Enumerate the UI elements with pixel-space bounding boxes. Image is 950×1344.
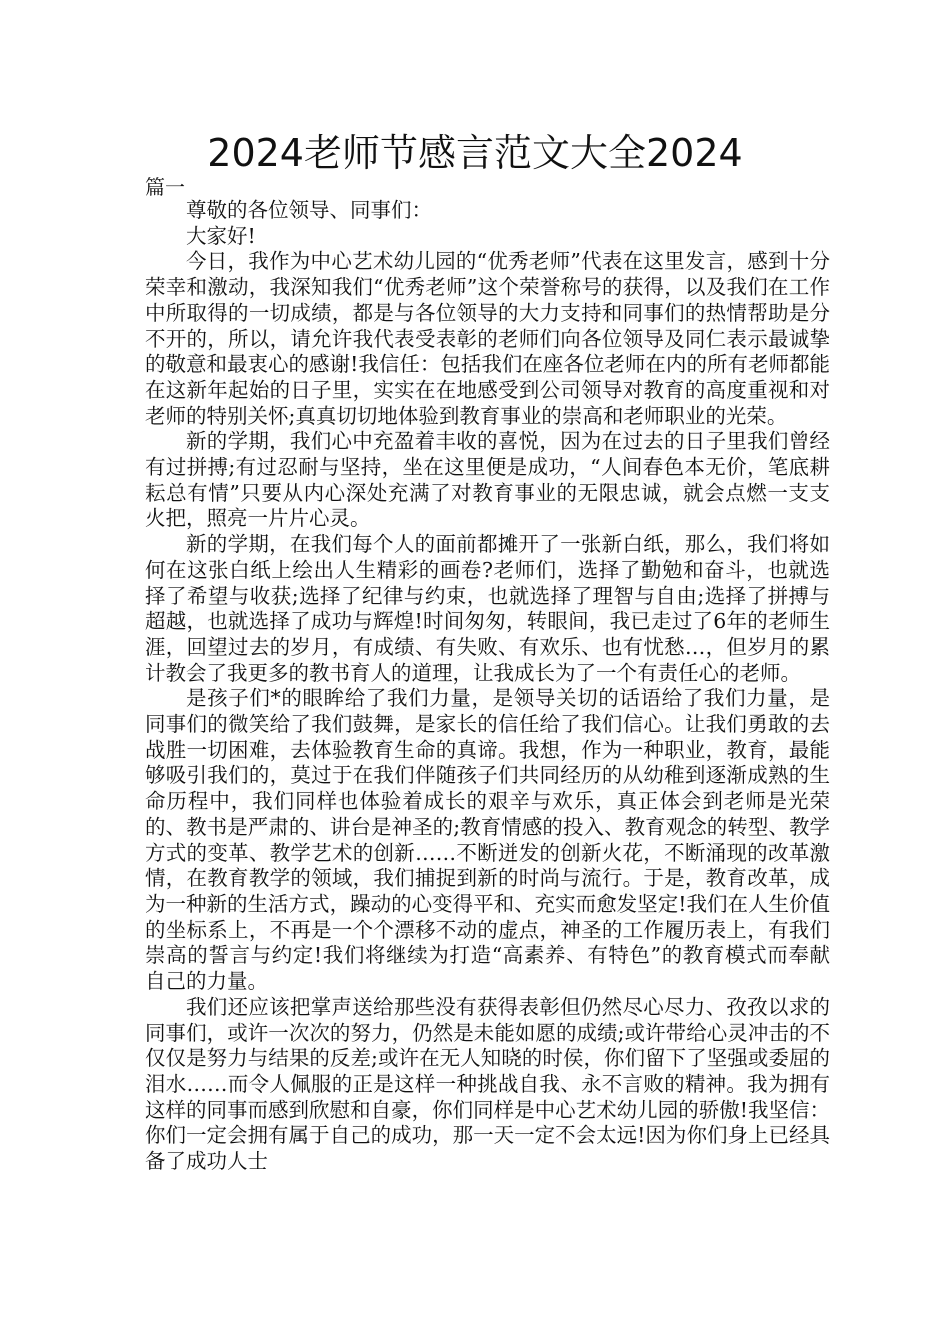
paragraph-strength: 是孩子们*的眼眸给了我们力量，是领导关切的话语给了我们力量，是同事们的微笑给了我们鼓舞，是家长的信任给了我们信心。让我们勇敢的去战胜一切困难，去体验教育生命的真谛。我想，作为一种职业，教育，最能够吸引我们的，莫过于在我们伴随孩子们共同经历的从幼稚到逐渐成熟的生命历程中，我们同样也体验着成长的艰辛与欢乐，真正体会到老师是光荣的、教书是严肃的、讲台是神圣的;教育情感的投入、教育观念的转型、教学方式的变革、教学艺术的创新……不断迸发的创新火花，不断涌现的改革激情，在教育教学的领域，我们捕捉到新的时尚与流行。于是，教育改革，成为一种新的生活方式，躁动的心变得平和、充实而愈发坚定!我们在人生价值的坐标系上，不再是一个个漂移不动的虚点，神圣的工作履历表上，有我们崇高的誓言与约定!我们将继续为打造“高素养、有特色”的教育模式而奉献自己的力量。	[145, 686, 830, 994]
document-body	[145, 198, 830, 1175]
paragraph-new-semester: 新的学期，我们心中充盈着丰收的喜悦，因为在过去的日子里我们曾经有过拼搏;有过忍耐与坚持，坐在这里便是成功，“人间春色本无价，笔底耕耘总有情”只要从内心深处充满了对教育事业的无限忠诚，就会点燃一支支火把，照亮一片片心灵。	[145, 429, 830, 531]
paragraph-salutation: 尊敬的各位领导、同事们：	[186, 198, 432, 222]
paragraph-white-paper: 新的学期，在我们每个人的面前都摊开了一张新白纸，那么，我们将如何在这张白纸上绘出人生精彩的画卷?老师们，选择了勤勉和奋斗，也就选择了希望与收获;选择了纪律与约束，也就选择了理智与自由;选择了拼搏与超越，也就选择了成功与辉煌!时间匆匆，转眼间，我已走过了6年的老师生涯，回望过去的岁月，有成绩、有失败、有欢乐、也有忧愁…，但岁月的累计教会了我更多的教书育人的道理，让我成长为了一个有责任心的老师。	[145, 532, 830, 685]
paragraph-intro: 今日，我作为中心艺术幼儿园的“优秀老师”代表在这里发言，感到十分荣幸和激动，我深知我们“优秀老师”这个荣誉称号的获得，以及我们在工作中所取得的一切成绩，都是与各位领导的大力支持和同事们的热情帮助是分不开的，所以，请允许我代表受表彰的老师们向各位领导及同仁表示最诚挚的敬意和最衷心的感谢!我信任：包括我们在座各位老师在内的所有老师都能在这新年起始的日子里，实实在在地感受到公司领导对教育的高度重视和对老师的特别关怀;真真切切地体验到教育事业的崇高和老师职业的光荣。	[145, 249, 830, 428]
section-label: 篇一	[145, 175, 185, 199]
paragraph-greeting: 大家好!	[186, 223, 256, 248]
paragraph-applause: 我们还应该把掌声送给那些没有获得表彰但仍然尽心尽力、孜孜以求的同事们，或许一次次的努力，仍然是未能如愿的成绩;或许带给心灵冲击的不仅仅是努力与结果的反差;或许在无人知晓的时侯，你们留下了坚强或委屈的泪水……而令人佩服的正是这样一种挑战自我、永不言败的精神。我为拥有这样的同事而感到欣慰和自豪，你们同样是中心艺术幼儿园的骄傲!我坚信：你们一定会拥有属于自己的成功，那一天一定不会太远!因为你们身上已经具备了成功人士	[145, 994, 830, 1174]
document-title: 2024老师节感言范文大全2024	[207, 131, 743, 175]
